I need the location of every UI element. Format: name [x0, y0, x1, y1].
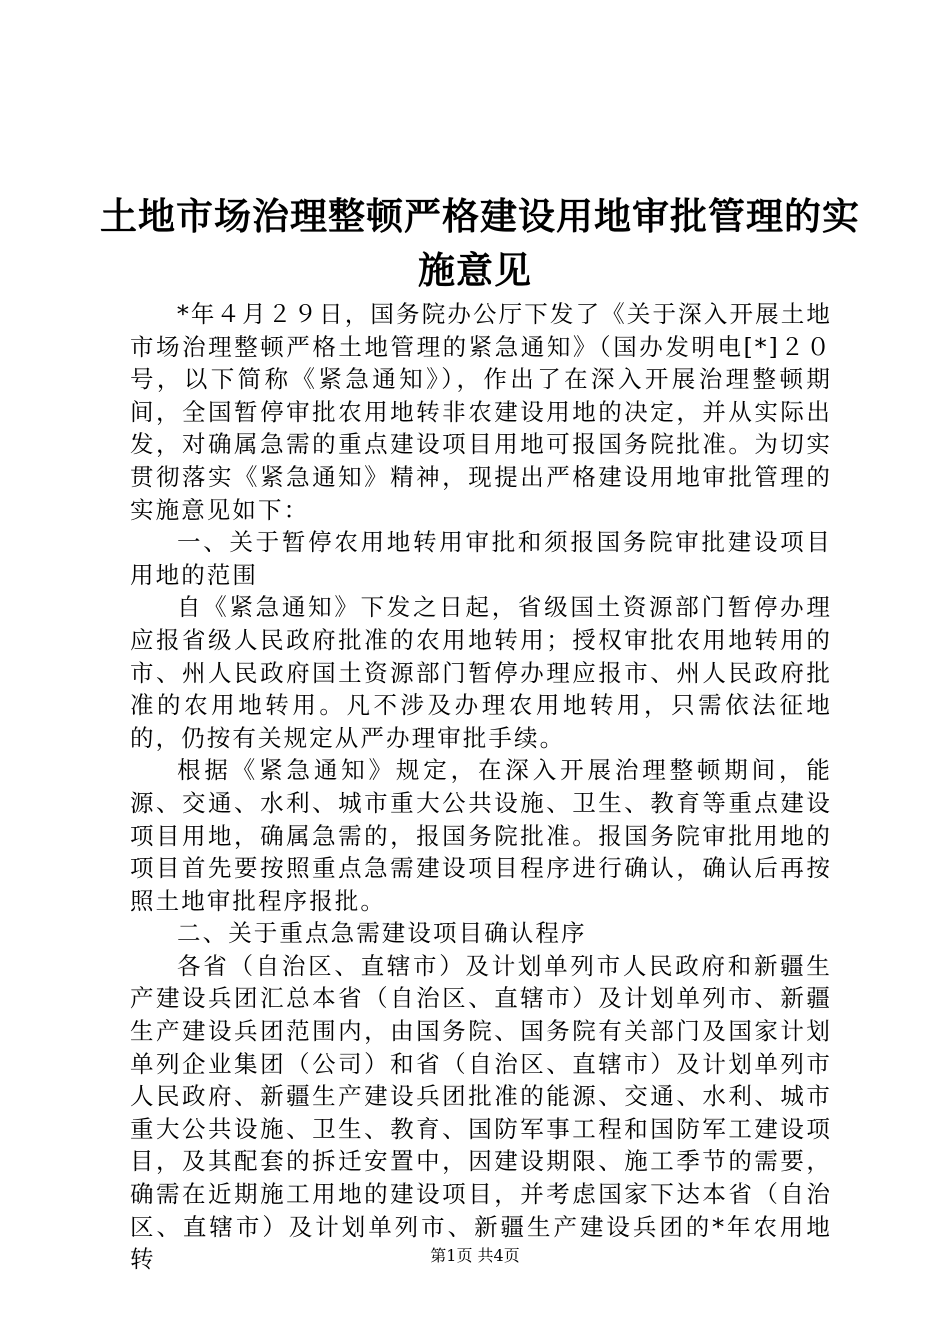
document-title-line-2: 施意见 — [418, 248, 532, 292]
section-heading-2: 二、关于重点急需建设项目确认程序 — [177, 919, 587, 948]
page-footer: 第1页 共4页 — [430, 1246, 520, 1265]
paragraph-intro: *年４月２９日，国务院办公厅下发了《关于深入开展土地市场治理整顿严格土地管理的紧急通知》（国办发明电[*]２０号，以下简称《紧急通知》），作出了在深入开展治理整顿期间，全国暂停审批农用地转非农建设用地的决定，并从实际出发，对确属急需的重点建设项目用地可报国务院批准。为切实贯彻落实《紧急通知》精神，现提出严格建设用地审批管理的实施意见如下： — [130, 300, 832, 524]
document-title-line-1: 土地市场治理整顿严格建设用地审批管理的实 — [100, 194, 860, 238]
paragraph-state-council-approval: 根据《紧急通知》规定，在深入开展治理整顿期间，能源、交通、水利、城市重大公共设施、卫生、教育等重点建设项目用地，确属急需的，报国务院批准。报国务院审批用地的项目首先要按照重点急需建设项目程序进行确认，确认后再按照土地审批程序报批。 — [130, 756, 832, 915]
paragraph-confirmation-procedure: 各省（自治区、直辖市）及计划单列市人民政府和新疆生产建设兵团汇总本省（自治区、直辖市）及计划单列市、新疆生产建设兵团范围内，由国务院、国务院有关部门及国家计划单列企业集团（公司）和省（自治区、直辖市）及计划单列市人民政府、新疆生产建设兵团批准的能源、交通、水利、城市重大公共设施、卫生、教育、国防军事工程和国防军工建设项目，及其配套的拆迁安置中，因建设期限、施工季节的需要，确需在近期施工用地的建设项目，并考虑国家下达本省（自治区、直辖市）及计划单列市、新疆生产建设兵团的*年农用地转 — [130, 951, 832, 1274]
paragraph-suspension: 自《紧急通知》下发之日起，省级国土资源部门暂停办理应报省级人民政府批准的农用地转用；授权审批农用地转用的市、州人民政府国土资源部门暂停办理应报市、州人民政府批准的农用地转用。凡不涉及办理农用地转用，只需依法征地的，仍按有关规定从严办理审批手续。 — [130, 593, 832, 752]
document-body — [130, 298, 832, 1276]
section-heading-1: 一、关于暂停农用地转用审批和须报国务院审批建设项目用地的范围 — [130, 528, 832, 589]
